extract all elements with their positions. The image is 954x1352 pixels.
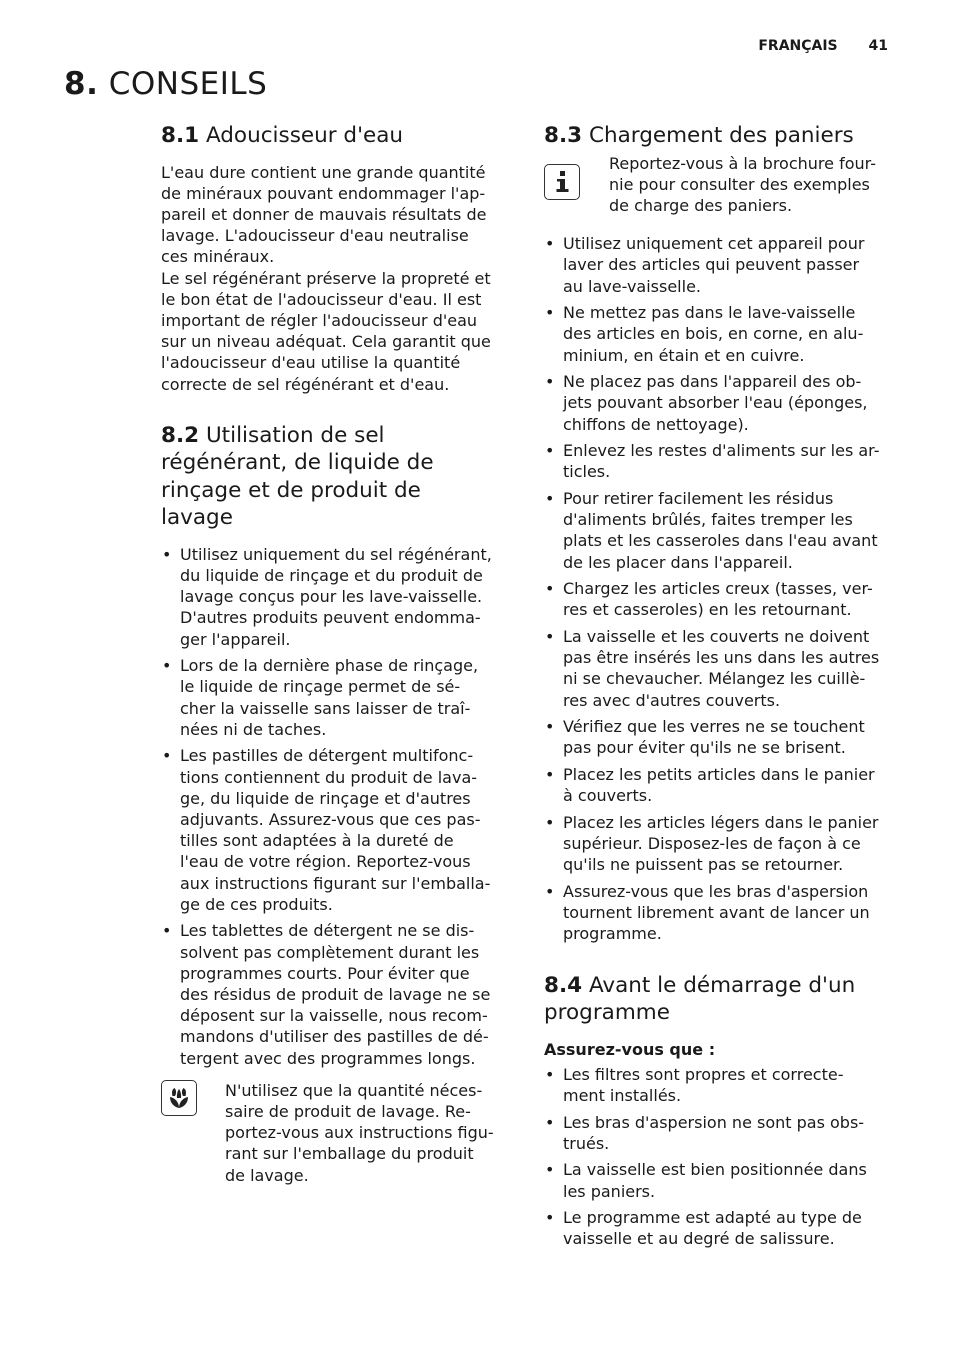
left-column xyxy=(161,122,513,1186)
list-item: • Assurez-vous que les bras d'aspersion tournent librement avant de lancer un programme. xyxy=(544,881,896,945)
list-item: • Placez les articles légers dans le panier supérieur. Disposez-les de façon à ce qu'ils ne puissent pas se retourner. xyxy=(544,812,896,876)
chapter-title xyxy=(64,66,267,102)
section-8-4-list xyxy=(544,1064,896,1250)
list-item: • Lors de la dernière phase de rinçage, le liquide de rinçage permet de sé- cher la vaisselle sans laisser de traî- nées ni de taches. xyxy=(161,655,513,740)
list-item: • Enlevez les restes d'aliments sur les ar- ticles. xyxy=(544,440,896,482)
section-8-4-intro: Assurez-vous que : xyxy=(544,1039,716,1059)
list-item: • La vaisselle et les couverts ne doivent pas être insérés les uns dans les autres ni se chevaucher. Mélangez les cuillè- res avec d'autres couverts. xyxy=(544,626,896,711)
environment-note xyxy=(161,1080,513,1186)
page-number: 41 xyxy=(868,38,888,54)
chapter-number: 8. xyxy=(64,66,99,102)
list-item: • Le programme est adapté au type de vaisselle et au degré de salissure. xyxy=(544,1207,896,1249)
list-item: • Ne mettez pas dans le lave-vaisselle des articles en bois, en corne, en alu- minium, en étain et en cuivre. xyxy=(544,302,896,366)
list-item: • Chargez les articles creux (tasses, ver- res et casseroles) en les retournant. xyxy=(544,578,896,620)
section-8-1-body: L'eau dure contient une grande quantité de minéraux pouvant endommager l'ap- pareil et donner de mauvais résultats de lavage. L'adoucisseur d'eau neutralise ces minéraux. Le sel régénérant préserve la propreté et le bon état de l'adoucisseur d'eau. Il est important de régler l'adoucisseur d'eau sur un niveau adéquat. Cela garantit que l'adoucisseur d'eau utilise la quantité correcte de sel régénérant et d'eau. xyxy=(161,162,491,394)
right-column xyxy=(544,122,896,1255)
info-note-text: Reportez-vous à la brochure four- nie pour consulter des exemples de charge des paniers. xyxy=(609,153,876,215)
section-8-1-heading: 8.1 Adoucisseur d'eau xyxy=(161,123,404,148)
list-item: • Placez les petits articles dans le panier à couverts. xyxy=(544,764,896,806)
list-item: • Ne placez pas dans l'appareil des ob- jets pouvant absorber l'eau (éponges, chiffons de nettoyage). xyxy=(544,371,896,435)
list-item: • Les pastilles de détergent multifonc- tions contiennent du produit de lava- ge, du liquide de rinçage et d'autres adjuvants. Assurez-vous que ces pas- tilles sont adaptées à la dureté de l'eau de votre région. Reportez-vous aux instructions figurant sur l'emballa- ge de ces produits. xyxy=(161,745,513,915)
list-item: • Les tablettes de détergent ne se dis- solvent pas complètement durant les programmes courts. Pour éviter que des résidus de produit de lavage ne se déposent sur la vaisselle, nous recom- mandons d'utiliser des pastilles de dé- tergent avec des programmes longs. xyxy=(161,920,513,1068)
header-language: FRANÇAIS xyxy=(758,38,838,54)
info-icon xyxy=(544,164,580,200)
section-8-3-list xyxy=(544,233,896,944)
section-8-4-heading: 8.4 Avant le démarrage d'un programme xyxy=(544,972,856,1026)
list-item: • Utilisez uniquement du sel régénérant, du liquide de rinçage et du produit de lavage conçus pour les lave-vaisselle. D'autres produits peuvent endomma- ger l'appareil. xyxy=(161,544,513,650)
list-item: • Les filtres sont propres et correcte- ment installés. xyxy=(544,1064,896,1106)
list-item: • Pour retirer facilement les résidus d'aliments brûlés, faites tremper les plats et les casseroles dans l'eau avant de les placer dans l'appareil. xyxy=(544,488,896,573)
list-item: • La vaisselle est bien positionnée dans les paniers. xyxy=(544,1159,896,1201)
list-item: • Vérifiez que les verres ne se touchent pas pour éviter qu'ils ne se brisent. xyxy=(544,716,896,758)
environment-note-text: N'utilisez que la quantité néces- saire de produit de lavage. Re- portez-vous aux instructions figu- rant sur l'emballage du produit de lavage. xyxy=(225,1080,494,1185)
list-item: • Les bras d'aspersion ne sont pas obs- trués. xyxy=(544,1112,896,1154)
page-header xyxy=(758,38,888,54)
list-item: • Utilisez uniquement cet appareil pour laver des articles qui peuvent passer au lave-vaisselle. xyxy=(544,233,896,297)
environment-leaf-icon xyxy=(161,1080,197,1116)
section-8-3-heading: 8.3 Chargement des paniers xyxy=(544,123,854,148)
info-note xyxy=(544,153,896,217)
section-8-2-list xyxy=(161,544,513,1069)
chapter-name: CONSEILS xyxy=(108,66,268,102)
section-8-2-heading: 8.2 Utilisation de sel régénérant, de liquide de rinçage et de produit de lavage xyxy=(161,422,434,531)
